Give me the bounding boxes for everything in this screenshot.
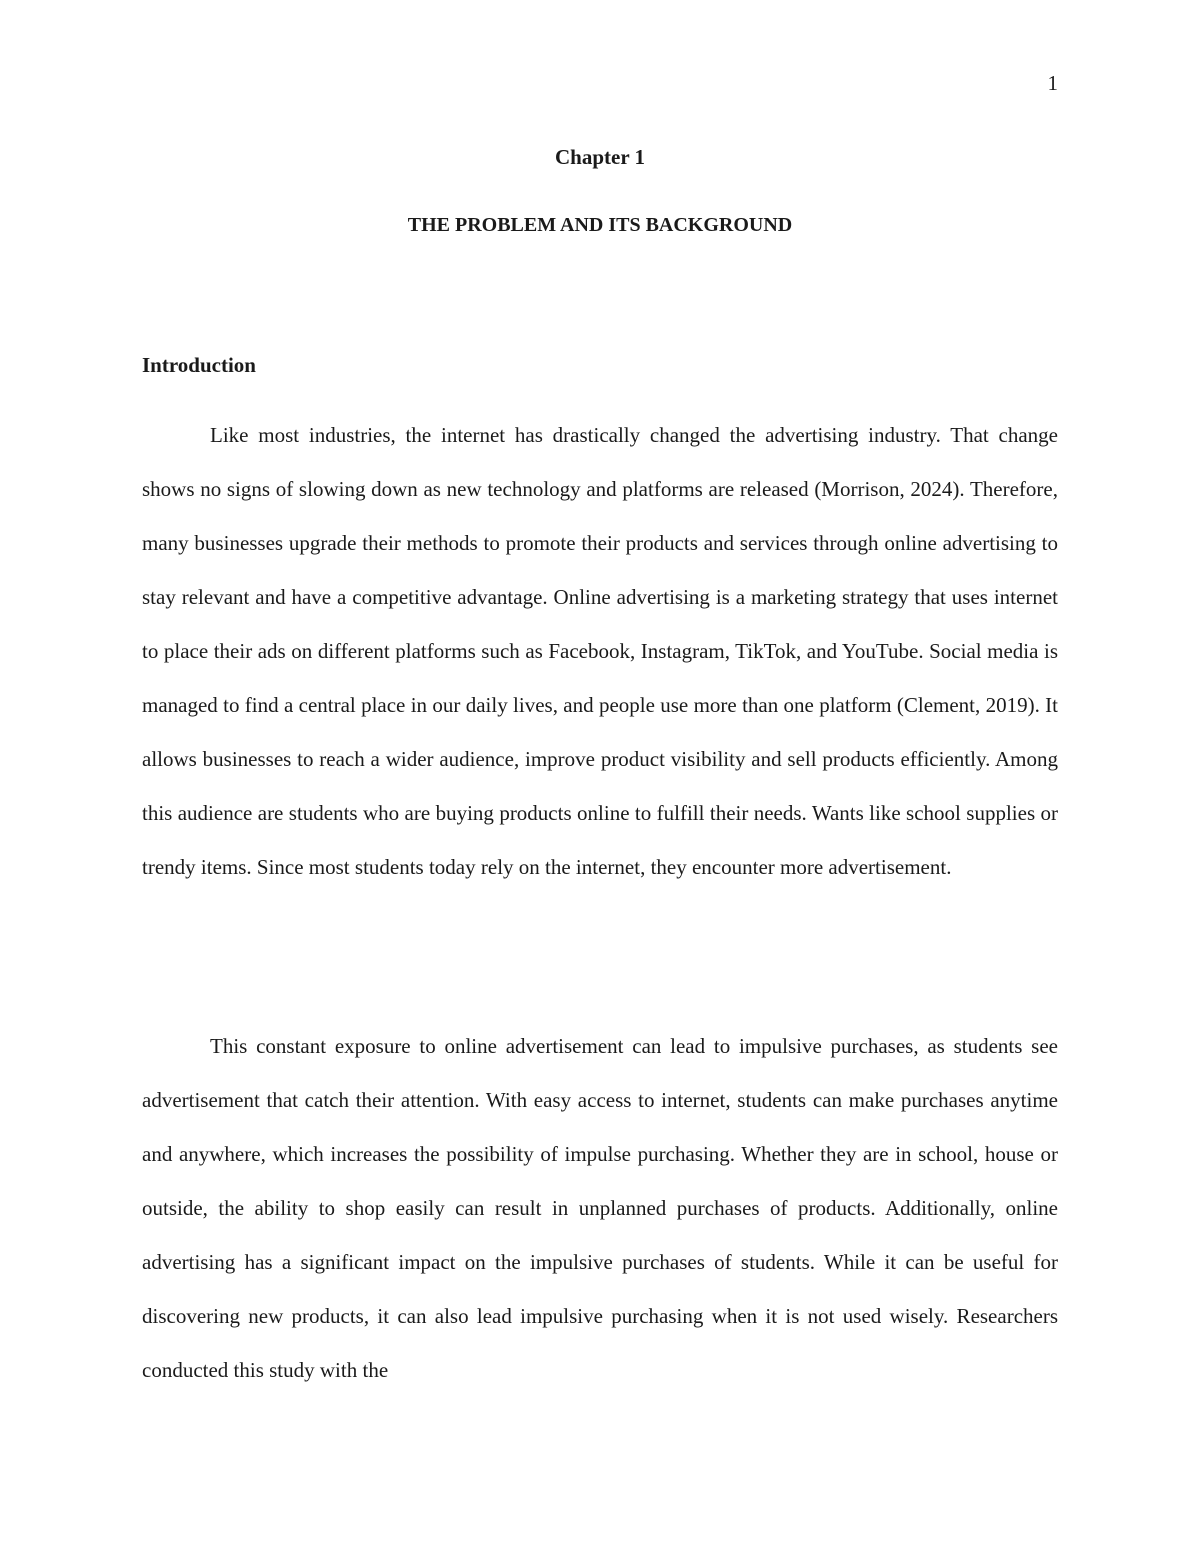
paragraph: This constant exposure to online advertisement can lead to impulsive purchases, as students see advertisement that catch their attention. With easy access to internet, students can make purchases anytime and anywhere, which increases the possibility of impulse purchasing. Whether they are in school, house or outside, the ability to shop easily can result in unplanned purchases of products. Additionally, online advertising has a significant impact on the impulsive purchases of students. While it can be useful for discovering new products, it can also lead impulsive purchasing when it is not used wisely. Researchers conducted this study with the <box>142 1034 1058 1382</box>
page-number: 1 <box>1047 71 1058 95</box>
section-heading: Introduction <box>142 353 256 377</box>
paragraph: Like most industries, the internet has drastically changed the advertising industry. That change shows no signs of slowing down as new technology and platforms are released (Morrison, 2024). Therefore, many businesses upgrade their methods to promote their products and services through online advertising to stay relevant and have a competitive advantage. Online advertising is a marketing strategy that uses internet to place their ads on different platforms such as Facebook, Instagram, TikTok, and YouTube. Social media is managed to find a central place in our daily lives, and people use more than one platform (Clement, 2019). It allows businesses to reach a wider audience, improve product visibility and sell products efficiently. Among this audience are students who are buying products online to fulfill their needs. Wants like school supplies or trendy items. Since most students today rely on the internet, they encounter more advertisement. <box>142 423 1058 879</box>
chapter-title: Chapter 1 <box>554 145 646 169</box>
body-paragraph-block <box>142 1019 1058 1397</box>
body-paragraph-block <box>142 408 1058 894</box>
chapter-subtitle: THE PROBLEM AND ITS BACKGROUND <box>407 214 793 236</box>
